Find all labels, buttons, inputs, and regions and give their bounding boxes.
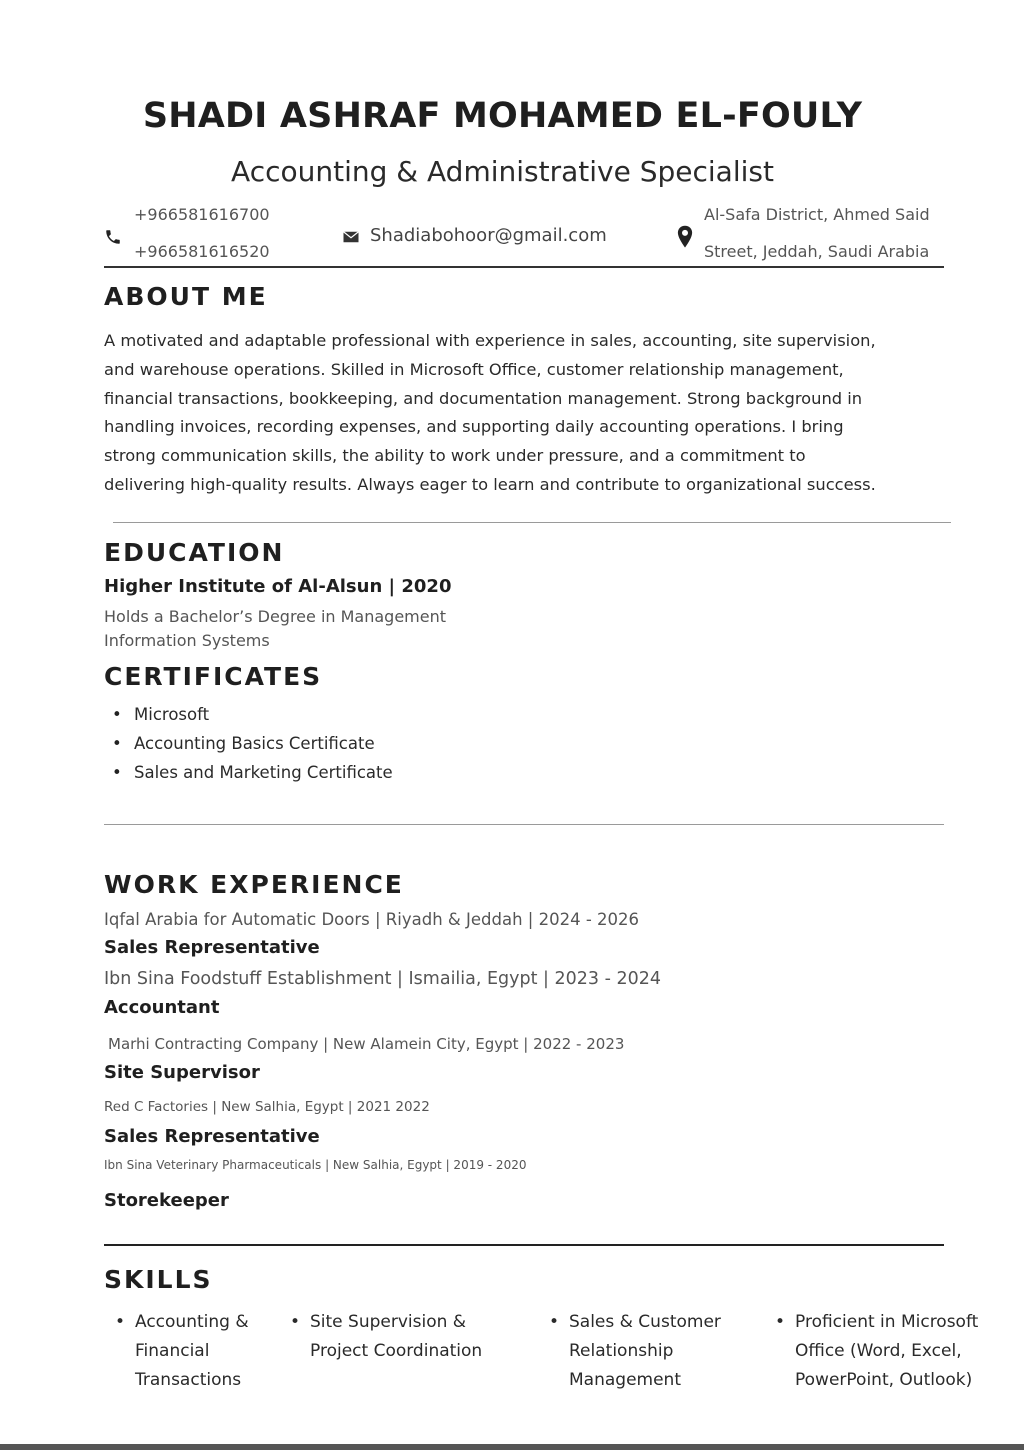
about-line: handling invoices, recording expenses, and supporting daily accounting operations. I bring [104,417,844,437]
skill-line: Site Supervision & [310,1312,467,1332]
skill-line: Financial [135,1341,210,1361]
skill-line: Relationship [569,1341,674,1361]
about-line: strong communication skills, the ability to work under pressure, and a commitment to [104,446,806,466]
job-role: Site Supervisor [104,1062,260,1083]
certificates-heading: CERTIFICATES [104,662,323,691]
certificate-item: • Microsoft [104,700,393,729]
skill-item [109,1308,249,1395]
education-desc-line: Information Systems [104,631,270,650]
about-line: and warehouse operations. Skilled in Microsoft Office, customer relationship management, [104,359,844,379]
education-description [104,605,524,653]
section-divider [104,824,944,825]
education-heading: EDUCATION [104,538,285,567]
resume-name: SHADI ASHRAF MOHAMED EL-FOULY [142,96,863,136]
job-company: Red C Factories | New Salhia, Egypt | 2021 2022 [104,1099,430,1115]
section-divider [104,1244,944,1246]
job-role: Sales Representative [104,1126,320,1147]
skill-item [769,1308,978,1395]
certificates-list [104,700,393,787]
section-divider [113,522,951,523]
job-company: Marhi Contracting Company | New Alamein City, Egypt | 2022 - 2023 [108,1035,625,1053]
about-line: financial transactions, bookkeeping, and documentation management. Strong background in [104,388,863,408]
skill-line: Office (Word, Excel, [795,1341,962,1361]
about-line: A motivated and adaptable professional with experience in sales, accounting, site supervision, [104,331,876,350]
skill-line: Sales & Customer [569,1312,721,1332]
work-heading: WORK EXPERIENCE [104,870,404,899]
mail-icon [342,230,360,244]
skill-item [284,1308,482,1366]
job-role: Accountant [104,997,220,1018]
job-company: Ibn Sina Veterinary Pharmaceuticals | New Salhia, Egypt | 2019 - 2020 [104,1158,527,1172]
address-line-2: Street, Jeddah, Saudi Arabia [704,242,930,261]
skill-line: Management [569,1370,681,1390]
email-address[interactable]: Shadiabohoor@gmail.com [370,225,607,246]
skill-line: Transactions [135,1370,242,1390]
education-school: Higher Institute of Al-Alsun | 2020 [104,576,452,597]
job-role: Storekeeper [104,1190,229,1211]
phone-number-2[interactable]: +966581616520 [134,242,270,261]
page-bottom-bar [0,1444,1024,1450]
skill-item [543,1308,721,1395]
skill-line: Proficient in Microsoft [795,1312,979,1332]
phone-number-1[interactable]: +966581616700 [134,205,270,224]
location-pin-icon [676,225,694,249]
job-title: Accounting & Administrative Specialist [231,155,774,188]
certificate-item: • Accounting Basics Certificate [104,729,393,758]
job-company: Ibn Sina Foodstuff Establishment | Ismailia, Egypt | 2023 - 2024 [104,969,662,989]
about-text [104,327,974,500]
certificate-item: • Sales and Marketing Certificate [104,758,393,787]
contact-bar [104,200,964,270]
phone-icon [104,228,122,246]
skill-line: Accounting & [135,1312,249,1332]
address-line-1: Al-Safa District, Ahmed Said [704,205,930,224]
skill-line: PowerPoint, Outlook) [795,1370,973,1390]
skills-heading: SKILLS [104,1265,213,1294]
skill-line: Project Coordination [310,1341,483,1361]
contact-divider [104,266,944,268]
education-desc-line: Holds a Bachelor’s Degree in Management [104,607,447,626]
job-company: Iqfal Arabia for Automatic Doors | Riyadh & Jeddah | 2024 - 2026 [104,910,640,929]
about-line: delivering high-quality results. Always eager to learn and contribute to organizational success. [104,474,876,494]
job-role: Sales Representative [104,937,320,958]
about-heading: ABOUT ME [104,282,268,311]
